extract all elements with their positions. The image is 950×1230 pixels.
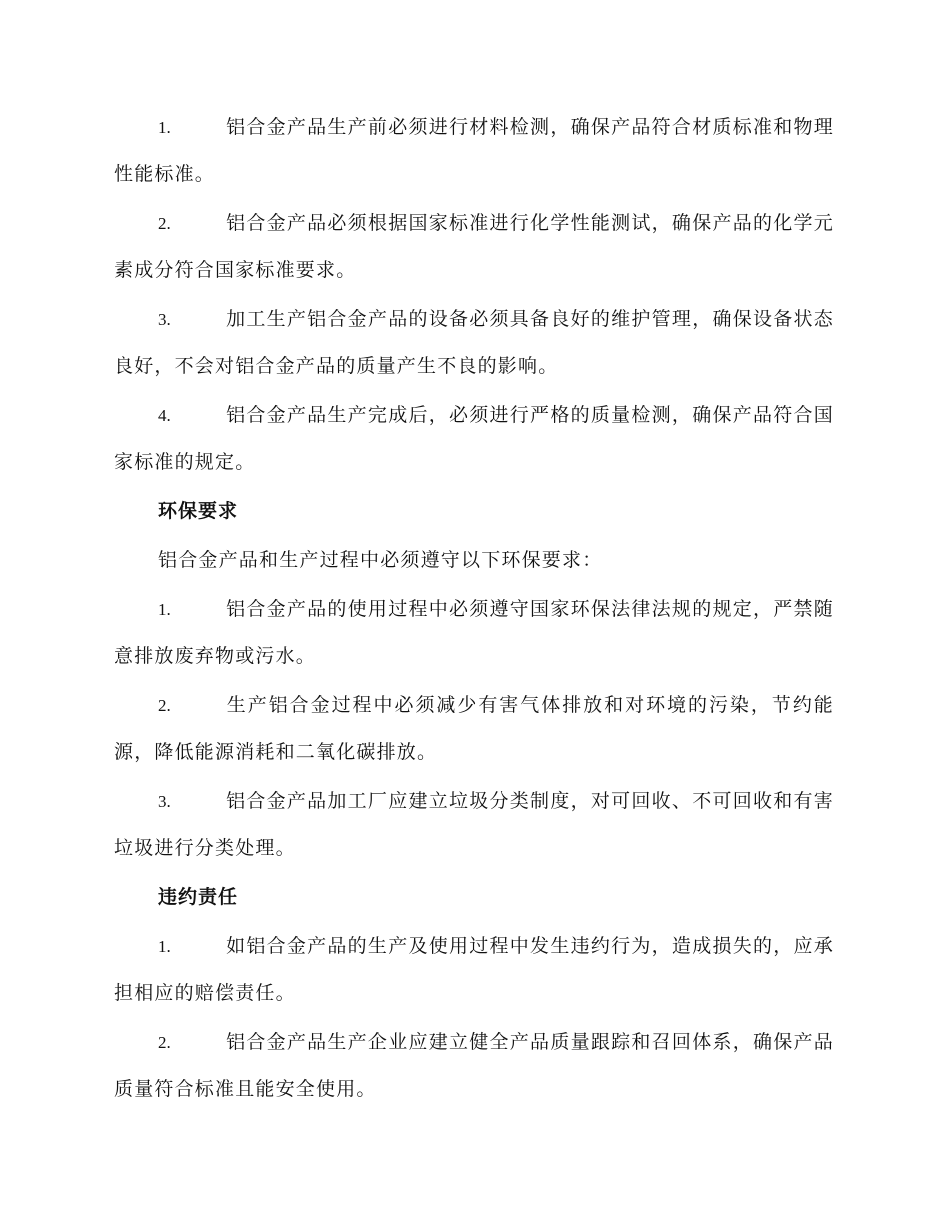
breach-item-2 bbox=[114, 1019, 834, 1112]
item-text: 加工生产铝合金产品的设备必须具备良好的维护管理，确保设备状态良好，不会对铝合金产品的质量产生不良的影响。 bbox=[114, 308, 834, 377]
item-text: 铝合金产品加工厂应建立垃圾分类制度，对可回收、不可回收和有害垃圾进行分类处理。 bbox=[114, 790, 834, 859]
item-text: 铝合金产品生产企业应建立健全产品质量跟踪和召回体系，确保产品质量符合标准且能安全使用。 bbox=[114, 1031, 834, 1100]
item-number: 4. bbox=[158, 406, 171, 425]
quality-item-3 bbox=[114, 296, 834, 389]
item-number: 2. bbox=[158, 214, 171, 233]
env-intro: 铝合金产品和生产过程中必须遵守以下环保要求： bbox=[158, 549, 603, 571]
env-item-1 bbox=[114, 586, 834, 679]
document-page bbox=[114, 104, 834, 1115]
item-text: 生产铝合金过程中必须减少有害气体排放和对环境的污染，节约能源，降低能源消耗和二氧化碳排放。 bbox=[114, 694, 834, 763]
item-number: 2. bbox=[158, 1033, 171, 1052]
env-item-2 bbox=[114, 682, 834, 775]
item-text: 如铝合金产品的生产及使用过程中发生违约行为，造成损失的，应承担相应的赔偿责任。 bbox=[114, 935, 834, 1004]
item-text: 铝合金产品的使用过程中必须遵守国家环保法律法规的规定，严禁随意排放废弃物或污水。 bbox=[114, 598, 834, 667]
item-text: 铝合金产品生产完成后，必须进行严格的质量检测，确保产品符合国家标准的规定。 bbox=[114, 404, 834, 473]
env-heading: 环保要求 bbox=[158, 500, 239, 522]
env-item-3 bbox=[114, 778, 834, 871]
item-number: 1. bbox=[158, 937, 171, 956]
quality-item-1 bbox=[114, 104, 834, 197]
quality-item-4 bbox=[114, 392, 834, 485]
item-number: 3. bbox=[158, 310, 171, 329]
item-text: 铝合金产品必须根据国家标准进行化学性能测试，确保产品的化学元素成分符合国家标准要求。 bbox=[114, 212, 834, 281]
breach-heading: 违约责任 bbox=[158, 886, 239, 908]
breach-item-1 bbox=[114, 923, 834, 1016]
item-number: 3. bbox=[158, 792, 171, 811]
item-text: 铝合金产品生产前必须进行材料检测，确保产品符合材质标准和物理性能标准。 bbox=[114, 116, 834, 185]
item-number: 1. bbox=[158, 600, 171, 619]
item-number: 2. bbox=[158, 696, 171, 715]
item-number: 1. bbox=[158, 118, 171, 137]
quality-item-2 bbox=[114, 200, 834, 293]
